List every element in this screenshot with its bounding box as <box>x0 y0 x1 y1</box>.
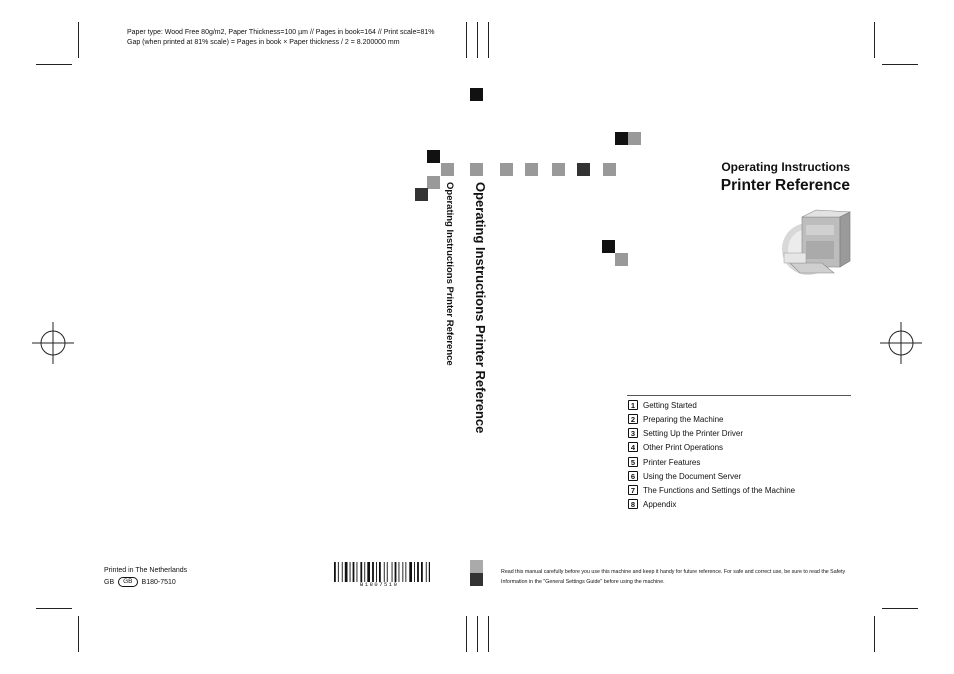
safety-notice-line-1: Read this manual carefully before you use this machine and keep it handy for future reference. For safe and correct use, be sure to read the Safety <box>501 569 846 575</box>
decor-square <box>525 163 538 176</box>
decor-square <box>470 573 483 586</box>
toc-item-label: Setting Up the Printer Driver <box>643 428 744 438</box>
language-prefix: GB <box>104 578 115 586</box>
crop-mark <box>488 616 489 652</box>
chapter-number-badge: 8 <box>628 499 638 509</box>
chapter-number-badge: 4 <box>628 442 638 452</box>
spine-title-outer: Operating Instructions Printer Reference <box>473 182 488 434</box>
decor-square <box>602 240 615 253</box>
decor-square <box>628 132 641 145</box>
toc-item[interactable] <box>628 414 724 424</box>
decor-square <box>427 150 440 163</box>
crop-mark <box>477 22 478 58</box>
crop-mark <box>882 64 918 65</box>
toc-item-label: Other Print Operations <box>643 442 724 452</box>
chapter-number-badge: 1 <box>628 400 638 410</box>
registration-mark-left <box>32 322 74 364</box>
safety-notice-line-2: Information in the "General Settings Guide" before using the machine. <box>501 579 665 585</box>
toc-item[interactable] <box>628 485 795 495</box>
toc-item[interactable] <box>628 499 676 509</box>
decor-square <box>615 132 628 145</box>
publication-code: B180-7510 <box>141 578 176 586</box>
crop-mark <box>78 22 79 58</box>
crop-mark <box>874 616 875 652</box>
crop-mark <box>78 616 79 652</box>
crop-mark <box>36 64 72 65</box>
registration-mark-right <box>880 322 922 364</box>
decor-square <box>615 253 628 266</box>
cover-title: Printer Reference <box>720 177 850 194</box>
decor-square <box>441 163 454 176</box>
chapter-number-badge: 6 <box>628 471 638 481</box>
paper-spec-line-1: Paper type: Wood Free 80g/m2, Paper Thickness=100 µm // Pages in book=164 // Print scale=81% <box>127 29 435 36</box>
crop-mark <box>488 22 489 58</box>
publication-code-row <box>104 577 176 587</box>
decor-square <box>415 188 428 201</box>
chapter-number-badge: 7 <box>628 485 638 495</box>
toc-item[interactable] <box>628 400 697 410</box>
crop-mark <box>882 608 918 609</box>
decor-square <box>470 163 483 176</box>
crop-mark <box>466 616 467 652</box>
crop-mark <box>466 22 467 58</box>
toc-item-label: Preparing the Machine <box>643 414 724 424</box>
toc-item[interactable] <box>628 442 723 452</box>
barcode-number: B1807510 <box>360 581 399 588</box>
decor-square <box>577 163 590 176</box>
toc-item-label: Using the Document Server <box>643 471 742 481</box>
printed-in-text: Printed in The Netherlands <box>104 567 188 574</box>
chapter-number-badge: 2 <box>628 414 638 424</box>
toc-item[interactable] <box>628 428 743 438</box>
chapter-number-badge: 5 <box>628 457 638 467</box>
barcode <box>334 562 430 582</box>
toc-divider <box>627 395 851 396</box>
decor-square <box>500 163 513 176</box>
decor-square <box>470 88 483 101</box>
language-badge: GB <box>118 577 137 587</box>
crop-mark <box>36 608 72 609</box>
decor-square <box>603 163 616 176</box>
toc-item-label: Getting Started <box>643 400 697 410</box>
cover-subtitle: Operating Instructions <box>721 160 850 174</box>
decor-square <box>552 163 565 176</box>
chapter-number-badge: 3 <box>628 428 638 438</box>
spine-title-inner: Operating Instructions Printer Reference <box>444 182 455 366</box>
toc-item[interactable] <box>628 471 741 481</box>
decor-square <box>427 176 440 189</box>
decor-square <box>470 560 483 573</box>
crop-mark <box>874 22 875 58</box>
crop-mark <box>477 616 478 652</box>
toc-item-label: Appendix <box>643 499 677 509</box>
toc-item[interactable] <box>628 457 700 467</box>
printer-illustration-icon <box>776 207 852 279</box>
toc-item-label: The Functions and Settings of the Machine <box>643 485 796 495</box>
toc-item-label: Printer Features <box>643 457 701 467</box>
paper-spec-line-2: Gap (when printed at 81% scale) = Pages in book × Paper thickness / 2 = 8.200000 mm <box>127 39 400 46</box>
